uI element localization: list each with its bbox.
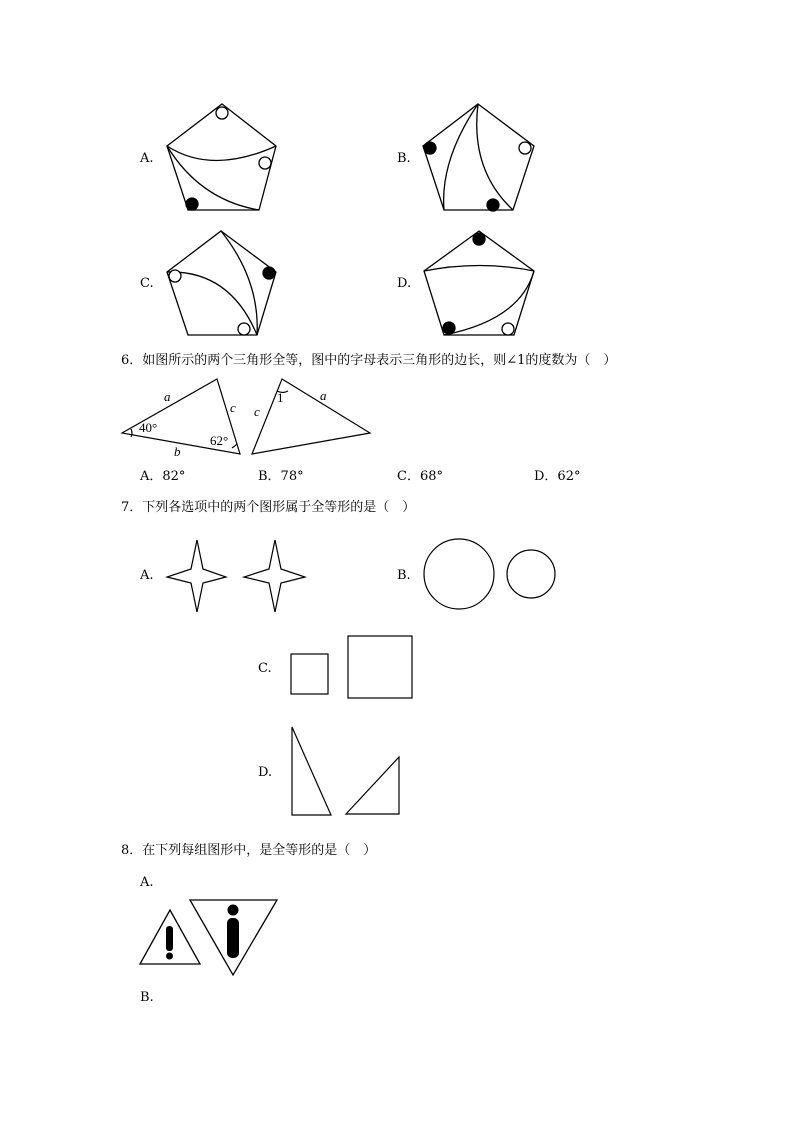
q6-right-side-a: a bbox=[320, 388, 327, 403]
q6-left-side-b: b bbox=[174, 444, 181, 459]
q5-option-c-label: C. bbox=[140, 276, 154, 291]
q7-question-text: 7．下列各选项中的两个图形属于全等形的是（ ） bbox=[121, 500, 416, 515]
q6-left-angle-62: 62° bbox=[210, 433, 229, 448]
q6-option-b: B．78° bbox=[258, 469, 304, 484]
q6-left-side-a: a bbox=[164, 389, 171, 404]
q7-option-c-label: C. bbox=[258, 661, 272, 676]
q6-option-a: A．82° bbox=[140, 469, 186, 484]
q7-option-d-label: D. bbox=[258, 765, 273, 780]
q6-left-angle-40: 40° bbox=[139, 420, 158, 435]
q6-question-text: 6．如图所示的两个三角形全等，图中的字母表示三角形的边长，则∠1的度数为（ ） bbox=[121, 353, 617, 368]
q7-option-b-label: B. bbox=[397, 568, 411, 583]
q7-option-a-label: A. bbox=[140, 568, 154, 583]
q6-right-side-c: c bbox=[254, 404, 260, 419]
info-dot-icon bbox=[228, 905, 239, 916]
exclamation-dot-icon bbox=[166, 953, 173, 960]
q6-option-d: D．62° bbox=[534, 469, 581, 484]
q5-option-a-label: A. bbox=[140, 151, 154, 166]
q5-option-d-label: D. bbox=[397, 276, 412, 291]
q8-option-b-label: B. bbox=[140, 990, 154, 1005]
q8-option-a-label: A. bbox=[140, 875, 154, 890]
q5-option-b-label: B. bbox=[397, 151, 411, 166]
exclamation-bar-icon bbox=[166, 926, 173, 951]
q6-right-angle-1: 1 bbox=[277, 390, 284, 405]
q8-question-text: 8．在下列每组图形中，是全等形的是（ ） bbox=[121, 843, 377, 858]
info-bar-icon bbox=[227, 918, 239, 958]
q6-left-side-c: c bbox=[230, 400, 236, 415]
q6-option-c: C．68° bbox=[397, 469, 443, 484]
